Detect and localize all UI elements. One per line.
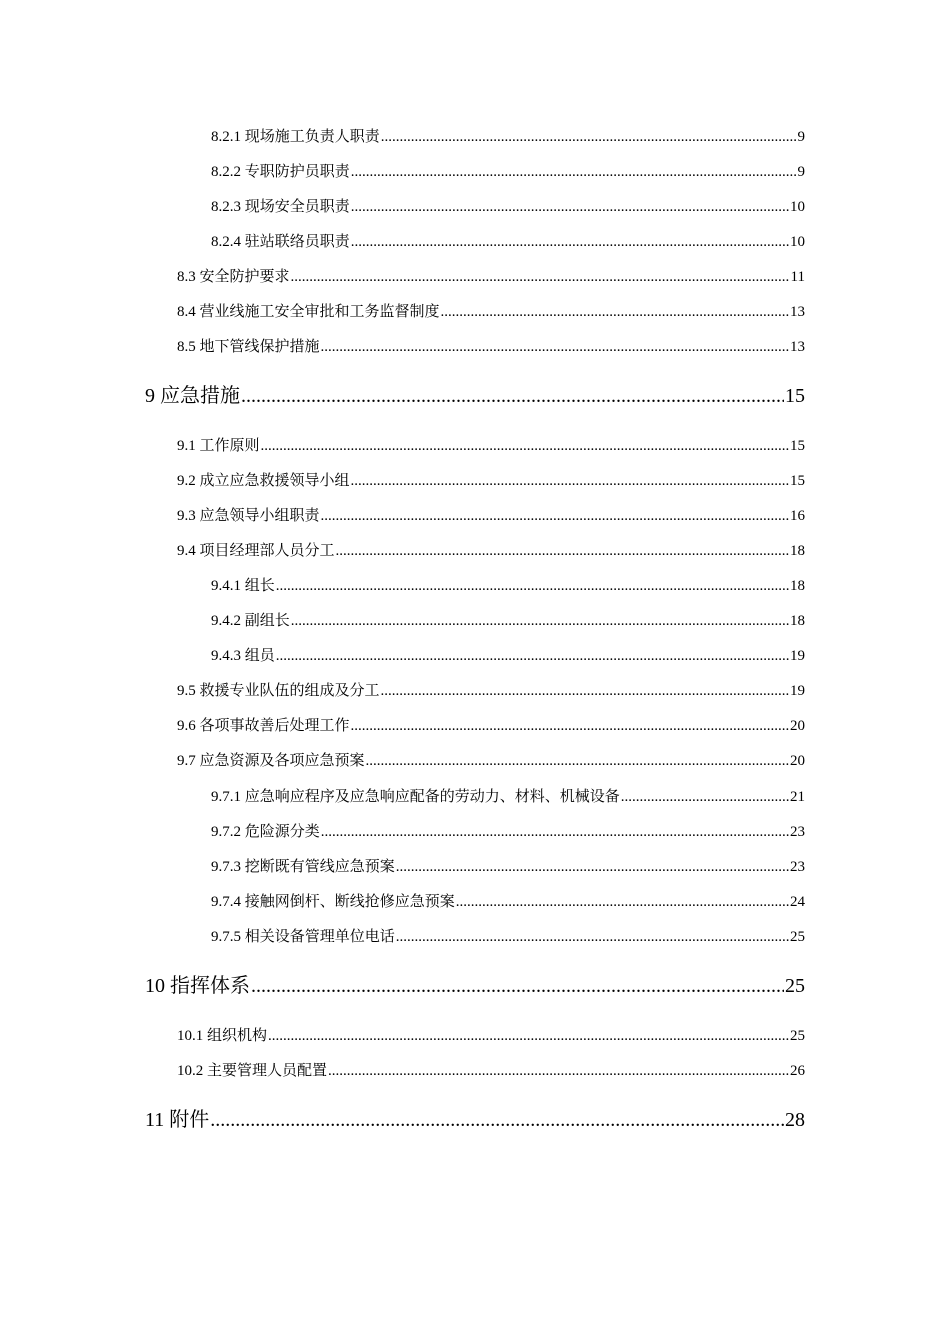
toc-entry-title: 9.6 各项事故善后处理工作 [177,718,350,734]
toc-entry-page: 25 [790,1028,805,1044]
toc-entry-page: 9 [797,129,805,145]
toc-entry-9-5[interactable] [177,680,805,702]
toc-entry-title: 8.2.3 现场安全员职责 [211,199,350,215]
toc-entry-8-2-3[interactable] [211,196,805,218]
dot-leader [276,645,789,667]
toc-entry-page: 24 [790,894,805,910]
dot-leader [351,231,789,253]
toc-entry-9-2[interactable] [177,470,805,492]
dot-leader [396,926,789,948]
toc-entry-title: 8.3 安全防护要求 [177,269,290,285]
toc-entry-title: 8.2.2 专职防护员职责 [211,164,350,180]
dot-leader [351,470,789,492]
toc-entry-page: 10 [790,199,805,215]
toc-entry-title: 9 应急措施 [145,385,240,407]
toc-entry-page: 23 [790,859,805,875]
toc-entry-page: 25 [785,975,805,997]
dot-leader [241,382,784,410]
toc-entry-title: 9.7.2 危险源分类 [211,824,320,840]
toc-entry-page: 26 [790,1063,805,1079]
dot-leader [621,786,789,808]
dot-leader [291,266,790,288]
toc-entry-page: 28 [785,1109,805,1131]
dot-leader [328,1060,789,1082]
toc-entry-title: 9.3 应急领导小组职责 [177,508,320,524]
toc-entry-page: 20 [790,718,805,734]
dot-leader [268,1025,789,1047]
toc-entry-10-1[interactable] [177,1025,805,1047]
toc-entry-page: 13 [790,339,805,355]
dot-leader [321,505,789,527]
toc-entry-9-7-2[interactable] [211,821,805,843]
dot-leader [381,680,789,702]
toc-entry-title: 10.1 组织机构 [177,1028,268,1044]
dot-leader [441,301,789,323]
toc-entry-page: 11 [790,269,805,285]
toc-entry-title: 9.2 成立应急救援领导小组 [177,473,350,489]
toc-entry-title: 9.1 工作原则 [177,438,260,454]
toc-entry-8-4[interactable] [177,301,805,323]
toc-entry-title: 8.2.1 现场施工负责人职责 [211,129,380,145]
toc-entry-page: 18 [790,613,805,629]
toc-entry-title: 10.2 主要管理人员配置 [177,1063,328,1079]
dot-leader [396,856,789,878]
toc-entry-title: 11 附件 [145,1109,210,1131]
dot-leader [321,336,789,358]
toc-entry-title: 9.7.1 应急响应程序及应急响应配备的劳动力、材料、机械设备 [211,789,620,805]
toc-entry-9-7-1[interactable] [211,786,805,808]
toc-entry-10[interactable] [145,972,805,1000]
toc-entry-9-4-1[interactable] [211,575,805,597]
dot-leader [351,196,789,218]
toc-entry-8-3[interactable] [177,266,805,288]
toc-entry-9-3[interactable] [177,505,805,527]
toc-entry-page: 19 [790,683,805,699]
toc-entry-9-7-5[interactable] [211,926,805,948]
toc-entry-title: 9.7.5 相关设备管理单位电话 [211,929,395,945]
toc-entry-11[interactable] [145,1106,805,1134]
toc-entry-title: 9.4 项目经理部人员分工 [177,543,335,559]
dot-leader [276,575,789,597]
toc-entry-9-6[interactable] [177,715,805,737]
toc-entry-title: 8.4 营业线施工安全审批和工务监督制度 [177,304,440,320]
dot-leader [351,161,797,183]
dot-leader [351,715,789,737]
toc-entry-9-7[interactable] [177,750,805,772]
toc-entry-page: 20 [790,753,805,769]
toc-entry-title: 9.4.1 组长 [211,578,275,594]
toc-entry-title: 9.7.3 挖断既有管线应急预案 [211,859,395,875]
dot-leader [456,891,789,913]
dot-leader [366,750,789,772]
dot-leader [210,1106,784,1134]
toc-entry-9-4-3[interactable] [211,645,805,667]
dot-leader [321,821,789,843]
toc-entry-9-1[interactable] [177,435,805,457]
toc-entry-page: 10 [790,234,805,250]
toc-entry-title: 8.5 地下管线保护措施 [177,339,320,355]
toc-entry-page: 18 [790,543,805,559]
toc-entry-title: 9.7.4 接触网倒杆、断线抢修应急预案 [211,894,455,910]
toc-entry-9-4[interactable] [177,540,805,562]
dot-leader [336,540,789,562]
toc-entry-page: 15 [790,438,805,454]
toc-entry-title: 9.4.3 组员 [211,648,275,664]
toc-entry-title: 9.7 应急资源及各项应急预案 [177,753,365,769]
dot-leader [381,126,797,148]
toc-entry-page: 15 [790,473,805,489]
toc-entry-title: 9.4.2 副组长 [211,613,290,629]
toc-entry-9[interactable] [145,382,805,410]
toc-entry-9-7-4[interactable] [211,891,805,913]
toc-entry-title: 8.2.4 驻站联络员职责 [211,234,350,250]
toc-entry-10-2[interactable] [177,1060,805,1082]
toc-entry-9-7-3[interactable] [211,856,805,878]
toc-entry-page: 18 [790,578,805,594]
toc-entry-page: 15 [785,385,805,407]
toc-entry-8-2-4[interactable] [211,231,805,253]
toc-entry-page: 9 [797,164,805,180]
toc-entry-page: 19 [790,648,805,664]
toc-entry-page: 21 [790,789,805,805]
toc-entry-title: 9.5 救援专业队伍的组成及分工 [177,683,380,699]
dot-leader [261,435,789,457]
toc-entry-8-2-1[interactable] [211,126,805,148]
toc-entry-8-2-2[interactable] [211,161,805,183]
toc-entry-title: 10 指挥体系 [145,975,250,997]
toc-entry-8-5[interactable] [177,336,805,358]
toc-entry-page: 23 [790,824,805,840]
dot-leader [291,610,789,632]
dot-leader [251,972,784,1000]
toc-entry-page: 13 [790,304,805,320]
toc-entry-9-4-2[interactable] [211,610,805,632]
toc-entry-page: 16 [790,508,805,524]
toc-entry-page: 25 [790,929,805,945]
